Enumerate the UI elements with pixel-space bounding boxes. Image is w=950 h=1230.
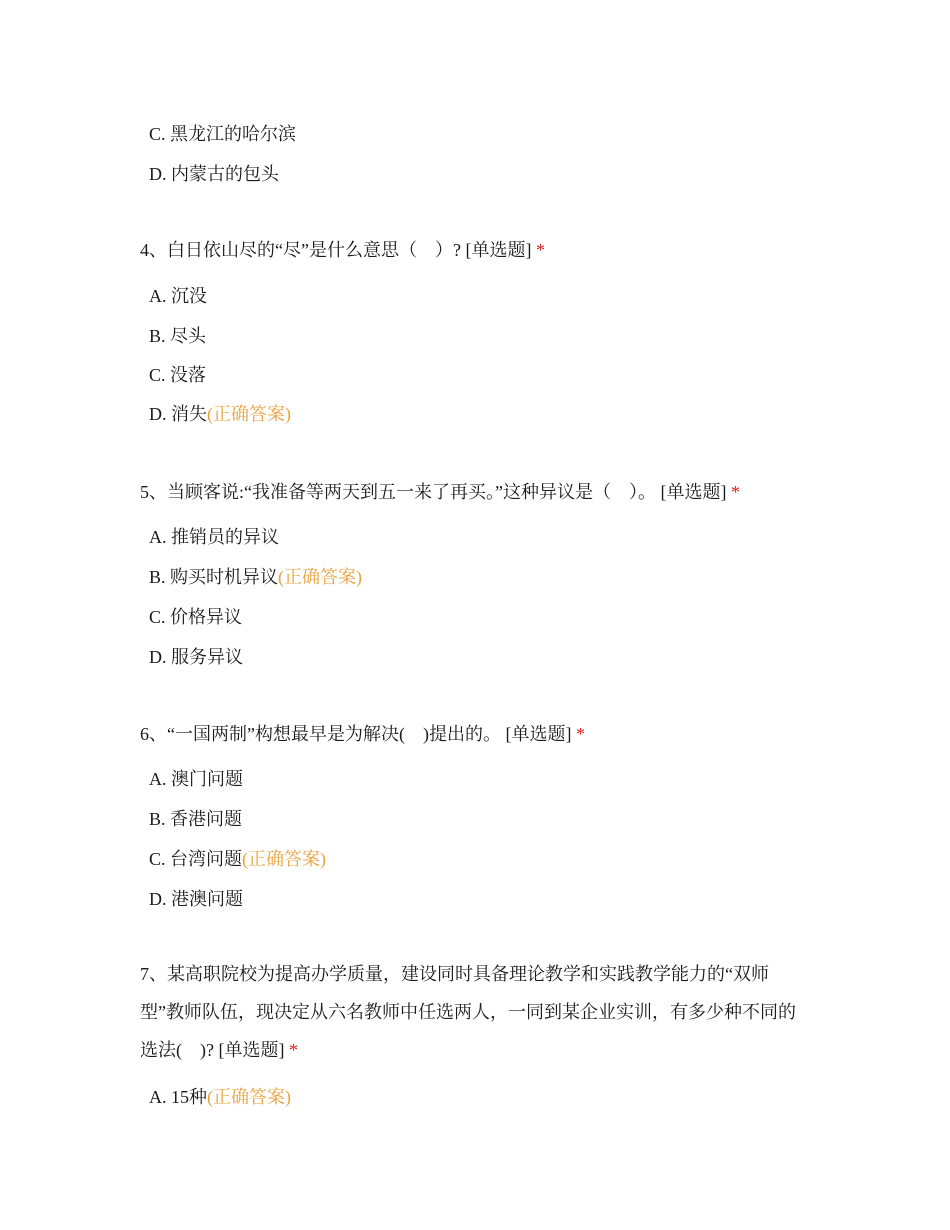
option-c: C. 黑龙江的哈尔滨	[149, 124, 297, 144]
question-6-option-c: C. 台湾问题(正确答案)	[149, 849, 327, 869]
question-4-title: 4、白日依山尽的“尽”是什么意思（ ）? [单选题] *	[140, 240, 545, 260]
question-4-option-a: A. 沉没	[149, 286, 207, 306]
required-mark: *	[535, 240, 545, 260]
question-5-title: 5、当顾客说:“我准备等两天到五一来了再买。”这种异议是（ ）。 [单选题] *	[140, 482, 740, 502]
required-mark: *	[288, 1040, 298, 1060]
question-5-option-b: B. 购买时机异议(正确答案)	[149, 567, 363, 587]
question-6-option-b: B. 香港问题	[149, 809, 243, 829]
question-6-option-d: D. 港澳问题	[149, 889, 243, 909]
question-4-option-c: C. 没落	[149, 365, 207, 385]
required-mark: *	[575, 724, 585, 744]
question-7-option-a: A. 15种(正确答案)	[149, 1087, 291, 1107]
question-5-option-c: C. 价格异议	[149, 607, 243, 627]
required-mark: *	[730, 482, 740, 502]
question-4-option-d: D. 消失(正确答案)	[149, 404, 291, 424]
question-4-option-b: B. 尽头	[149, 326, 207, 346]
correct-answer-label: (正确答案)	[207, 1087, 291, 1107]
question-5-option-a: A. 推销员的异议	[149, 527, 279, 547]
correct-answer-label: (正确答案)	[207, 404, 291, 424]
question-7-title: 7、某高职院校为提高办学质量，建设同时具备理论教学和实践教学能力的“双师型”教师队伍，现决定从六名教师中任选两人，一同到某企业实训，有多少种不同的选法( )? [单选题] *	[140, 964, 796, 1060]
correct-answer-label: (正确答案)	[242, 849, 327, 869]
question-6-option-a: A. 澳门问题	[149, 769, 243, 789]
question-5-option-d: D. 服务异议	[149, 647, 243, 667]
correct-answer-label: (正确答案)	[278, 567, 363, 587]
question-6-title: 6、“一国两制”构想最早是为解决( )提出的。 [单选题] *	[140, 724, 585, 744]
option-d: D. 内蒙古的包头	[149, 164, 279, 184]
